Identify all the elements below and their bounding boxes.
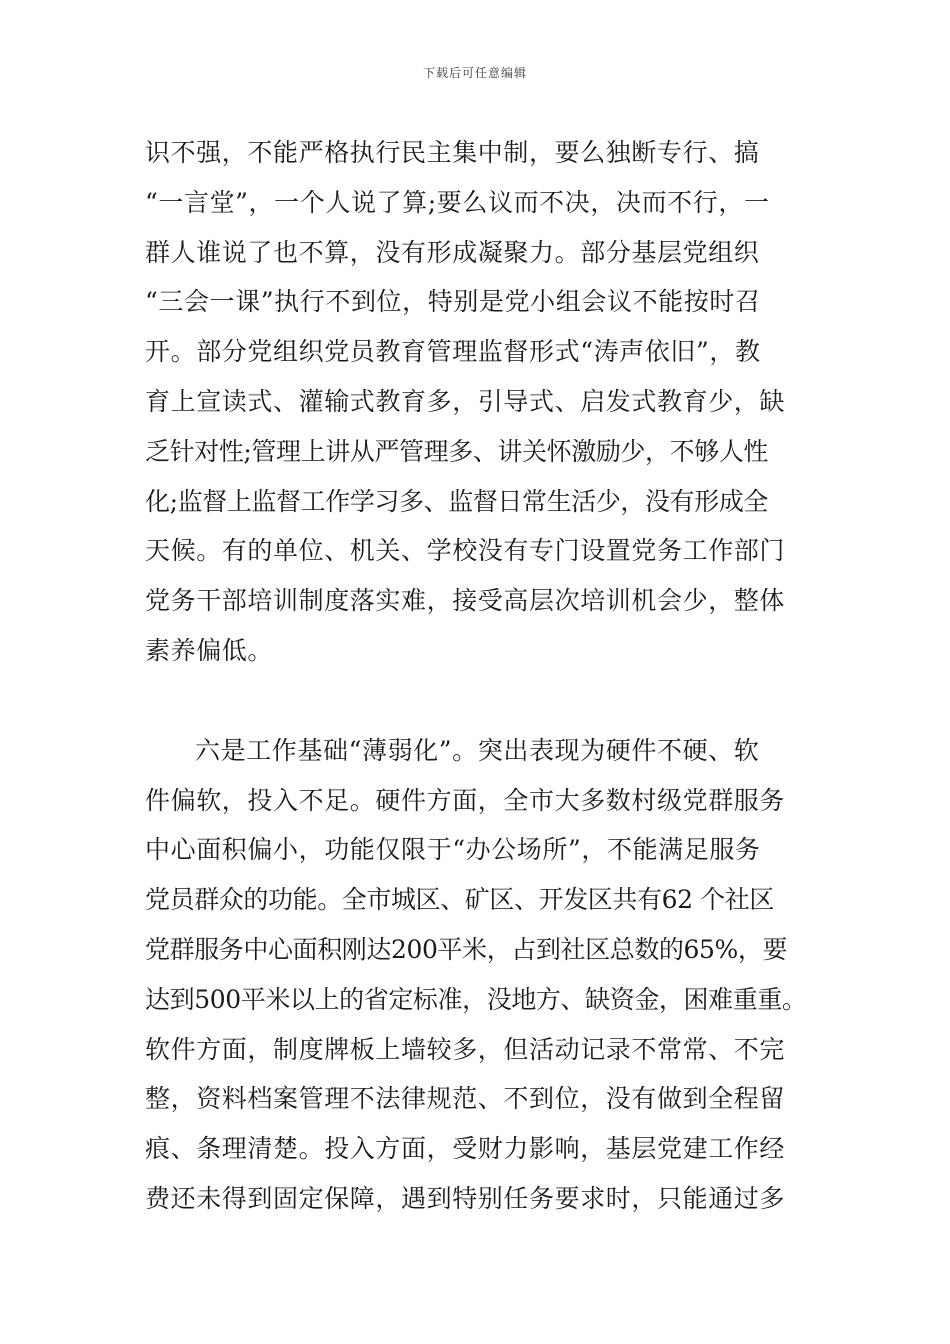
- text-line: 件偏软，投入不足。硬件方面，全市大多数村级党群服务: [145, 785, 786, 815]
- text-line: 乏针对性;管理上讲从严管理多、讲关怀激励少，不够人性: [145, 436, 769, 466]
- text-line: 达到500平米以上的省定标准，没地方、缺资金，困难重重。: [145, 984, 807, 1014]
- text-line: 开。部分党组织党员教育管理监督形式“涛声依旧”，教: [145, 337, 761, 367]
- text-line: 党群服务中心面积刚达200平米，占到社区总数的65%，要: [145, 934, 788, 964]
- text-line: 党员群众的功能。全市城区、矿区、开发区共有62 个社区: [145, 885, 774, 915]
- text-line: “三会一课”执行不到位，特别是党小组会议不能按时召: [145, 287, 761, 317]
- paragraph-2: [145, 726, 813, 1224]
- paragraph-1: [145, 128, 813, 676]
- text-line: 群人谁说了也不算，没有形成凝聚力。部分基层党组织: [145, 237, 760, 267]
- text-line: 六是工作基础“薄弱化”。突出表现为硬件不硬、软: [195, 735, 760, 765]
- text-line: 素养偏低。: [145, 635, 274, 665]
- paragraph-spacer: [145, 676, 813, 726]
- text-line: 软件方面，制度牌板上墙较多，但活动记录不常常、不完: [145, 1034, 786, 1064]
- text-line: “一言堂”，一个人说了算;要么议而不决，决而不行，一: [145, 187, 770, 217]
- text-line: 整，资料档案管理不法律规范、不到位，没有做到全程留: [145, 1084, 786, 1114]
- page-header-note: 下载后可任意编辑: [422, 66, 527, 80]
- text-line: 党务干部培训制度落实难，接受高层次培训机会少，整体: [145, 586, 786, 616]
- text-line: 费还未得到固定保障，遇到特别任务要求时，只能通过多: [145, 1183, 786, 1213]
- document-body: [145, 128, 813, 1224]
- text-line: 中心面积偏小，功能仅限于“办公场所”，不能满足服务: [145, 835, 761, 865]
- text-line: 育上宣读式、灌输式教育多，引导式、启发式教育少，缺: [145, 386, 786, 416]
- text-line: 痕、条理清楚。投入方面，受财力影响，基层党建工作经: [145, 1134, 786, 1164]
- text-line: 识不强，不能严格执行民主集中制，要么独断专行、搞: [145, 138, 760, 167]
- text-line: 化;监督上监督工作学习多、监督日常生活少，没有形成全: [145, 486, 769, 516]
- text-line: 天候。有的单位、机关、学校没有专门设置党务工作部门: [145, 536, 786, 566]
